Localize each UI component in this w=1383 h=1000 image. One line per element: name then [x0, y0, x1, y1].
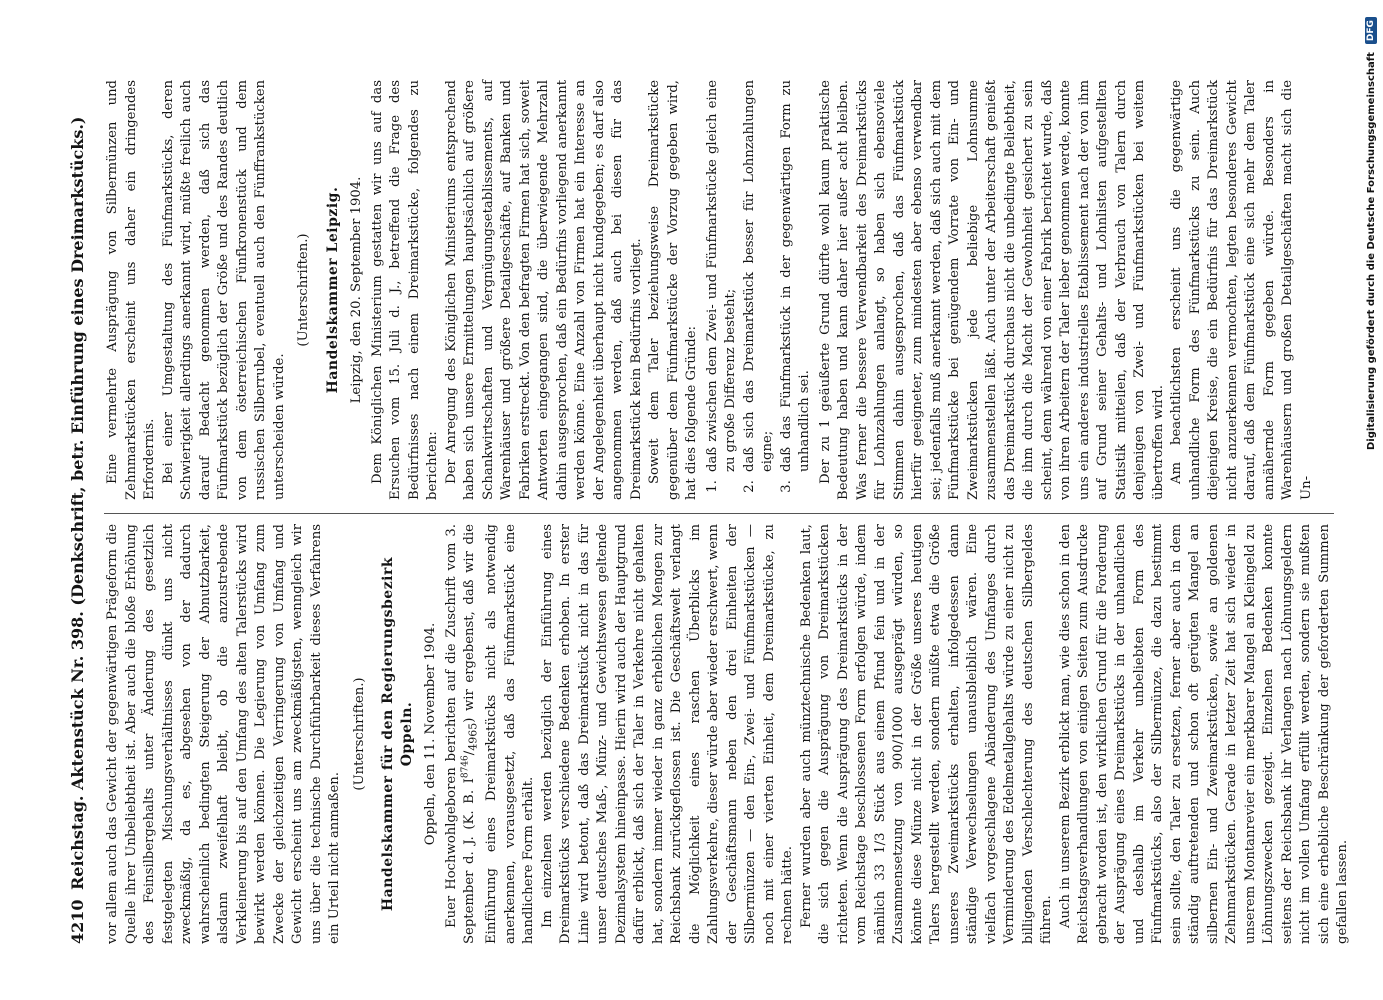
right-column	[104, 80, 1344, 500]
list-item: 1. daß zwischen dem Zwei- und Fünfmarkstücke gleich eine zu große Differenz besteht;	[704, 80, 741, 476]
signature-line: (Unterschriften.)	[351, 677, 367, 791]
paragraph: Euer Hochwohlgeboren berichten auf die Zuschrift vom 3. September d. J. (K. B. $I^{8746}/_{4965}$) wir ergebenst, daß wir die Einführung eines Dreimarkstücks nicht als notwendig anerkennen, vorausgesetzt, daß das Fünfmarkstück eine handlichere Form erhält.	[443, 524, 537, 944]
paragraph: Ferner wurden aber auch münztechnische Bedenken laut, die sich gegen die Ausprägung von Dreimarkstücken richteten. Wenn die Ausprägung des Dreimarkstücks in der vom Reichstage beschlossenen Form erfolgen würde, indem nämlich 33 1/3 Stück aus einem Pfund fein und in der Zusammensetzung von 900/1000 ausgeprägt würden, so könnte diese Münze nicht in der Größe unseres heutigen Talers hergestellt werden, sondern müßte etwa die Größe unseres Zweimarkstücks erhalten, infolgedessen dann ständige Verwechselungen unausbleiblich wären. Eine vielfach vorgeschlagene Abänderung des Umfanges durch Verminderung des Edelmetallgehalts würde zu einer nicht zu billigenden Verschlechterung des deutschen Silbergeldes führen.	[798, 524, 1055, 944]
paragraph: Auch in unserem Bezirk erblickt man, wie dies schon in den Reichstagsverhandlungen von einigen Seiten zum Ausdrucke gebracht worden ist, den wirklichen Grund für die Forderung der Ausprägung eines Dreimarkstücks in der unhandlichen und deshalb im Verkehr unbeliebten Form des Fünfmarkstücks, also der Silbermünze, die dazu bestimmt sein sollte, den Taler zu ersetzen, ferner aber auch in dem ständig auftretenden und schon oft gerügten Mangel an silbernen Ein- und Zweimarkstücken, sowie an goldenen Zehnmarkstücken. Gerade in letzter Zeit hat sich wieder in unserem Montanrevier ein merkbarer Mangel an Kleingeld zu Löhnungszwecken gezeigt. Einzelnen Bedenken konnte seitens der Reichsbank ihr Verlangen nach Löhnungsgeldern nicht im vollen Umfang erfüllt werden, sondern sie mußten sich eine erhebliche Beschränkung der geforderten Summen gefallen lassen.	[1057, 524, 1351, 944]
list-item: 2. daß sich das Dreimarkstück besser für Lohnzahlungen eigne;	[741, 80, 778, 476]
left-column	[104, 524, 1351, 944]
reasons-list	[704, 80, 815, 476]
digitization-stamp	[1362, 20, 1380, 990]
paragraph: Bei einer Umgestaltung des Fünfmarkstücks, deren Schwierigkeit allerdings anerkannt wird, müßte freilich auch darauf Bedacht genommen werden, daß sich das Fünfmarkstück bezüglich der Größe und des Randes deutlich von dem österreichischen Fünfkronenstück und dem russischen Silberrubel, eventuell auch den Fünffrankstücken unterscheiden würde.	[160, 80, 287, 500]
paragraph-text: Euer Hochwohlgeboren berichten auf die Zuschrift vom 3. September d. J. (K. B. I	[443, 524, 477, 944]
document-page	[60, 70, 1350, 950]
date-line: Oppeln, den 11. November 1904.	[423, 622, 438, 846]
list-item: 3. daß das Fünfmarkstück in der gegenwärtigen Form zu unhandlich sei.	[778, 80, 815, 476]
superscript: 8746	[460, 755, 471, 779]
page-title: Reichstag. Aktenstück Nr. 398. (Denkschrift, betr. Einführung eines Dreimarkstücks.)	[68, 116, 87, 890]
paragraph: Eine vermehrte Ausprägung von Silbermünzen und Zehnmarkstücken erscheint uns daher ein dringendes Erfordernis.	[105, 80, 157, 500]
paragraph: Soweit dem Taler beziehungsweise Dreimarkstücke gegenüber dem Fünfmarkstücke der Vorzug gegeben wird, hat dies folgende Gründe:	[647, 80, 699, 500]
stamp-text: Digitalisierung gefördert durch die Deutsche Forschungsgemeinschaft	[1365, 52, 1377, 450]
section-heading-oppeln: Handelskammer für den Regierungsbezirk Oppeln.	[380, 556, 415, 912]
column-divider	[104, 513, 1334, 514]
section-heading-leipzig: Handelskammer Leipzig.	[324, 186, 341, 394]
date-line: Leipzig, den 20. September 1904.	[349, 176, 364, 404]
paragraph: Am beachtlichsten erscheint uns die gegenwärtige unhandliche Form des Fünfmarkstücks zu sein. Auch diejenigen Kreise, die ein Bedürfnis für das Dreimarkstück nicht anzuerkennen vermochten, legten besonderes Gewicht darauf, daß dem Fünfmarkstück eine sich mehr dem Taler annähernde Form gegeben würde. Besonders in Warenhäusern und großen Detailgeschäften macht sich die Un-	[1169, 80, 1314, 500]
page-number: 4210	[68, 899, 87, 944]
signature-line: (Unterschriften.)	[296, 233, 311, 347]
dfg-logo: DFG	[1365, 17, 1377, 44]
paragraph: Der zu 1 geäußerte Grund dürfte wohl kaum praktische Bedeutung haben und kann daher hier außer acht bleiben. Was ferner die bessere Verwendbarkeit des Dreimarkstücks für Lohnzahlungen anlangt, so haben sich ebensoviele Stimmen dahin ausgesprochen, daß das Fünfmarkstück hierfür geeigneter, zum mindesten aber ebenso verwendbar sei; jedenfalls muß anerkannt werden, daß sich auch mit dem Fünfmarkstücke bei genügendem Vorrate von Ein- und Zweimarkstücken jede beliebige Lohnsumme zusammenstellen läßt. Auch unter der Arbeiterschaft genießt das Dreimarkstück durchaus nicht die unbedingte Beliebtheit, die ihm durch die Macht der Gewohnheit gesichert zu sein scheint, denn während von einer Fabrik berichtet wurde, daß von ihren Arbeitern der Taler lieber genommen werde, konnte uns ein anderes industrielles Etablissement nach der von ihm auf Grund seiner Gehalts- und Lohnlisten aufgestellten Statistik mitteilen, daß der Verbrauch von Talern durch denjenigen von Zwei- und Fünfmarkstücken bei weitem übertroffen wird.	[817, 80, 1166, 500]
paragraph: Der Anregung des Königlichen Ministeriums entsprechend haben sich unsere Ermittelungen hauptsächlich auf größere Schankwirtschaften und Vergnügungsetablissements, auf Warenhäuser und größere Detailgeschäfte, auf Banken und Fabriken erstreckt. Von den befragten Firmen hat sich, soweit Antworten eingegangen sind, die überwiegende Mehrzahl dahin ausgesprochen, daß ein Bedürfnis vorliegend anerkannt werden könne. Eine Anzahl von Firmen hat ein Interesse an der Angelegenheit überhaupt nicht kundgegeben; es darf also angenommen werden, daß auch bei diesen für das Dreimarkstück kein Bedürfnis vorliegt.	[443, 80, 644, 500]
subscript: 4965	[466, 722, 480, 751]
paragraph: vor allem auch das Gewicht der gegenwärtigen Prägeform die Quelle ihrer Unbeliebtheit ist. Aber auch die bloße Erhöhung des Feinsilbergehalts unter Änderung des gesetzlich festgelegten Mischungsverhältnisses dünkt uns nicht zweckmäßig, da es, abgesehen von der dadurch wahrscheinlich bedingten Steigerung der Abnutzbarkeit, alsdann zweifelhaft bleibt, ob die anzustrebende Verkleinerung bis auf den Umfang des alten Talerstücks wird bewirkt werden können. Die Legierung von Umfang zum Zwecke der gleichzeitigen Verringerung von Umfang und Gewicht erscheint uns am zweckmäßigsten, wenngleich wir uns über die technische Durchführbarkeit dieses Verfahrens ein Urteil nicht anmaßen.	[105, 524, 342, 944]
paragraph: Im einzelnen werden bezüglich der Einführung eines Dreimarkstücks verschiedene Bedenken erhoben. In erster Linie wird betont, daß das Dreimarkstück nicht in das für unser deutsches Maß-, Münz- und Gewichtswesen geltende Dezimalsystem hineinpasse. Hierin wird auch der Hauptgrund dafür erblickt, daß sich der Taler in Verkehre nicht gehalten hat, sondern immer wieder in ganz erheblichen Mengen zur Reichsbank zurückgeflossen ist. Die Geschäftswelt verlangt die Möglichkeit eines raschen Überblicks im Zahlungsverkehre, dieser würde aber wieder erschwert, wenn der Geschäftsmann neben den drei Einheiten der Silbermünzen — den Ein-, Zwei- und Fünfmarkstücken — noch mit einer vierten Einheit, dem Dreimarkstücke, zu rechnen hätte.	[539, 524, 796, 944]
page-header	[60, 70, 100, 950]
paragraph-text: ) wir ergebenst, daß wir die Einführung eines Dreimarkstücks nicht als notwendig anerkennen, vorausgesetzt, daß das Fünfmarkstück eine handlichere Form erhält.	[462, 524, 537, 944]
paragraph: Dem Königlichen Ministerium gestatten wir uns auf das Ersuchen vom 15. Juli d. J., betreffend die Frage des Bedürfnisses nach einem Dreimarkstücke, folgendes zu berichten:	[369, 80, 440, 500]
